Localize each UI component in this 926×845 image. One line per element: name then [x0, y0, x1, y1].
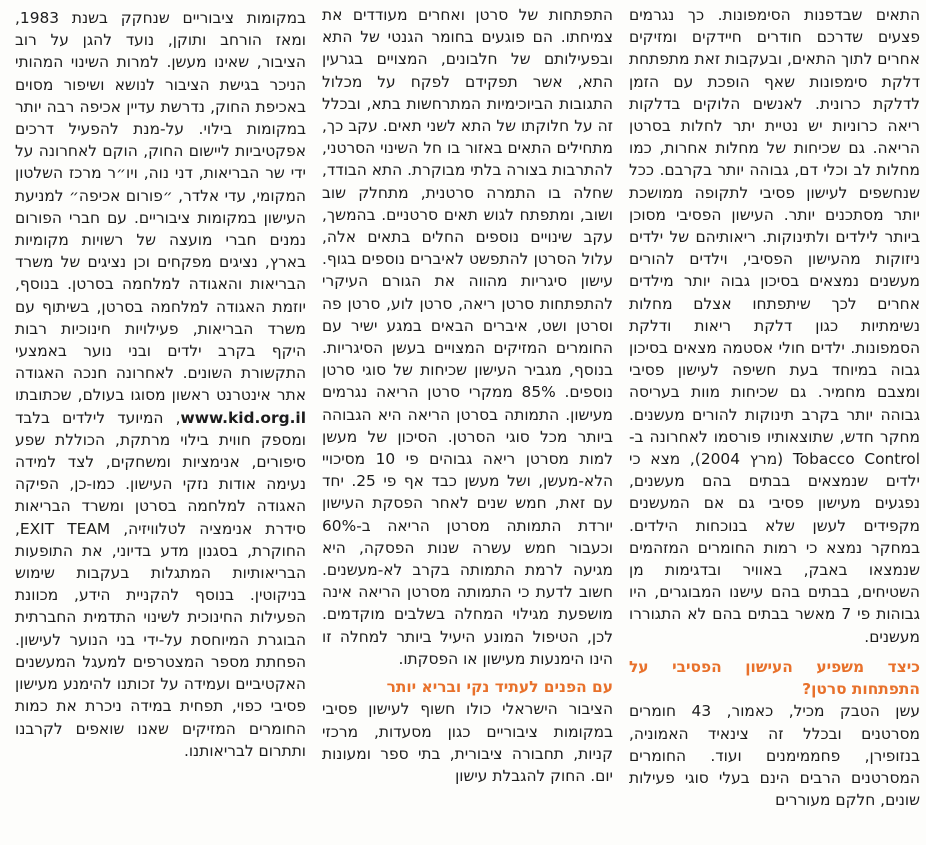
- website-address: www.kid.org.il: [180, 408, 306, 427]
- section-heading-passive-smoking-cancer: כיצד משפיע העישון הפסיבי על התפתחות סרטן?: [629, 657, 920, 699]
- article-column-right: [629, 4, 920, 842]
- body-paragraph: עשן הטבק מכיל, כאמור, 43 חומרים מסרטנים ובכלל זה צינאיד האמוניה, בנזופירן, פחממימנים ועוד. החומרים המסרטנים הרבים הינם בעלי סוגי פעילות שונים, חלקם מעוררים: [629, 702, 920, 810]
- body-paragraph: [15, 7, 306, 762]
- body-paragraph: התפתחות של סרטן ואחרים מעודדים את צמיחתו. הם פוגעים בחומר הגנטי של התא ובפעילותם של חלבונים, המצויים בגרעין התא, אשר תפקידם לפקח על מכלול התגובות הביוכימיות המתרחשות בתא, ובכלל זה על חלוקתו של התא לשני תאים. עקב כך, מתחילים התאים באזור בו חל השינוי הסרטני, להתרבות בצורה בלתי מבוקרת. התא הבודד, שחלה בו התמרה סרטנית, מתחלק שוב ושוב, ומתפתח לגוש תאים סרטניים. בהמשך, עקב שינויים נוספים החלים בתאים אלה, עלול הסרטן להתפשט לאיברים נוספים בגוף. עישון סיגריות מהווה את הגורם העיקרי להתפתחות סרטן ריאה, סרטן לוע, סרטן פה וסרטן ושט, איברים הבאים במגע ישיר עם החומרים המזיקים המצויים בעשן הסיגריות. בנוסף, מגביר העישון שכיחות של סוגי סרטן נוספים. 85% ממקרי סרטן הריאה נגרמים מעישון. התמותה בסרטן הריאה היא הגבוהה ביותר מכל סוגי הסרטן. הסיכון של מעשן למות מסרטן ריאה גבוהים פי 10 מסיכויי הלא-מעשן, ושל מעשן כבד אף פי 25. יחד עם זאת, חמש שנים לאחר הפסקת העישון יורדת התמותה מסרטן הריאה ב-60% וכעבור חמש עשרה שנות הפסקה, היא מגיעה לרמת התמותה בקרב לא-מעשנים. חשוב לדעת כי התמותה מסרטן הריאה אינה מושפעת מגילוי המחלה בשלבים מוקדמים. לכן, הטיפול המונע היעיל ביותר למחלה זו הינו הימנעות מעישון או הפסקתו.: [322, 6, 613, 668]
- body-paragraph: הציבור הישראלי כולו חשוף לעישון פסיבי במקומות ציבוריים כגון מסעדות, מרכזי קניות, תחבורה ציבורית, בתי ספר ומעונות יום. החוק להגבלת עישון: [322, 700, 613, 785]
- body-paragraph: התאים שבדפנות הסימפונות. כך נגרמים פצעים שדרכם חודרים חיידקים ומזיקים אחרים לתוך התאים, ובעקבות זאת מתפתחת דלקת סימפונות שאף הופכת עם הזמן לדלקת כרונית. לאנשים הלוקים בדלקות ריאה כרוניות יש נטיית יתר לחלות בסרטן הריאה. גם שכיחות של מחלות אחרות, כמו מחלות לב וכלי דם, גבוהה יותר בקרבם. ככל שנחשפים לעישון פסיבי לתקופה ממושכת יותר מסתכנים יותר. העישון הפסיבי מסוכן ביותר לילדים ולתינוקות. ריאותיהם של ילדים ניזוקות מהעישון הפסיבי, וילדים להורים מעשנים נמצאים בסיכון גבוה יותר מילדים אחרים לכך שיתפתחו אצלם מחלות נשימתיות כגון דלקת ריאות ודלקת הסמפונות. ילדים חולי אסטמה מצאים בסיכון גבוה במיוחד בעת חשיפה לעישון פסיבי ומצבם מחמיר. גם שכיחות מוות בעריסה גבוהה יותר בקרב תינוקות להורים מעשנים. מחקר חדש, שתוצאותיו פורסמו לאחרונה ב-Tobacco Control (מרץ 2004), מצא כי ילדים שנמצאים בבתים בהם מעשנים, נפגעים מעישון פסיבי גם אם המעשנים מקפידים לעשן שלא בנוכחות הילדים. במחקר נמצא כי רמות החומרים המזהמים שנמצאו באבק, באוויר ובדגימות מן השטיחים, בבתים בהם עישנו המבוגרים, היו גבוהות פי 7 מאשר בבתים בהם לא התגוררו מעשנים.: [629, 6, 920, 646]
- body-text: במקומות ציבוריים שנחקק בשנת 1983, ומאז הורחב ותוקן, נועד להגן על רוב הציבור, שאינו מעשן. למרות השינוי המהותי הניכר בגישת הציבור לנושא ושיפור מסוים באכיפת החוק, נדרשת עדיין אכיפה רבה יותר במקומות בילוי. על-מנת להפעיל דרכים אפקטיביות ליישום החוק, הוקם לאחרונה על ידי שר הבריאות, דני נוה, ויו״ר מרכז השלטון המקומי, עדי אלדר, ״פורום אכיפה״ למניעת העישון במקומות ציבוריים. עם חברי הפורום נמנים חברי מועצה של רשויות מקומיות בארץ, נציגים מפקחים וכן נציגים של משרד הבריאות והאגודה למלחמה בסרטן. בנוסף, יוזמת האגודה למלחמה בסרטן, בשיתוף עם משרד הבריאות, פעילויות חינוכיות רבות היקף בקרב ילדים ובני נוער באמצעי התקשורת השונים. לאחרונה חנכה האגודה אתר אינטרנט ראשון מסוגו בעולם, שכתובתו: [15, 9, 306, 405]
- article-column-middle: [322, 4, 613, 842]
- section-heading-clean-future: עם הפנים לעתיד נקי ובריא יותר: [386, 678, 613, 697]
- article-column-left: [15, 4, 306, 845]
- body-text: , המיועד לילדים בלבד ומספק חווית בילוי מרתקת, הכוללת שפע סיפורים, אנימציות ומשחקים, לצד למידה נעימה אודות נזקי העישון. כמו-כן, הפיקה האגודה למלחמה בסרטן ומשרד הבריאות סידרת אנימציה לטלוויזיה, EXIT TEAM, החוקרת, בסגנון מדע בדיוני, את התופעות הבריאותיות המתגלות בעקבות שימוש בניקוטין. בנוסף להקניית הידע, מכוונת הפעילות החינוכית לשינוי התדמית החברתית הבוגרת המיוחסת על-ידי בני הנוער לעישון. הפחתת מספר המצטרפים למעגל המעשנים האקטיביים ועמידה על זכותנו להימנע מעישון פסיבי כפוי, תפחית במידה ניכרת את כמות החומרים המזיקים שאנו שואפים לקרבנו ותתרום לבריאותנו.: [15, 408, 306, 760]
